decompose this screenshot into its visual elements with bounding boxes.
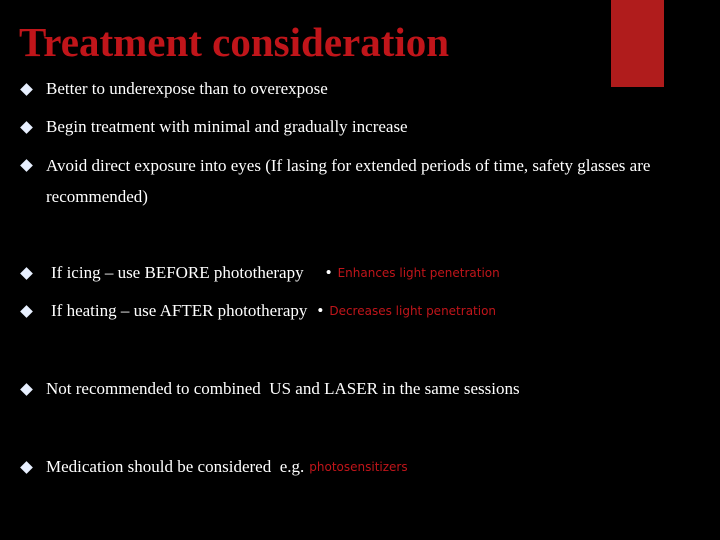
bullet-text: If icing – use BEFORE phototherapy [51, 263, 304, 282]
sub-bullet-dot: • [317, 301, 324, 320]
bullet-note: photosensitizers [309, 460, 408, 474]
diamond-bullet-icon [20, 121, 33, 134]
bullet-item [20, 259, 500, 287]
bullet-item [20, 75, 328, 103]
diamond-bullet-icon [20, 305, 33, 318]
bullet-note: Decreases light penetration [329, 304, 497, 318]
diamond-bullet-icon [20, 383, 33, 396]
diamond-bullet-icon [20, 267, 33, 280]
bullet-text: Avoid direct exposure into eyes (If lasing for extended periods of time, safety glasses are recommended) [46, 156, 651, 206]
slide-title: Treatment consideration [19, 19, 450, 65]
diamond-bullet-icon [20, 159, 33, 172]
bullet-item [20, 113, 408, 141]
bullet-item [20, 150, 706, 212]
bullet-text: Begin treatment with minimal and gradually increase [46, 117, 408, 136]
bullet-item [20, 297, 496, 325]
bullet-text: If heating – use AFTER phototherapy [51, 301, 308, 320]
diamond-bullet-icon [20, 83, 33, 96]
bullet-note: Enhances light penetration [337, 266, 500, 280]
bullet-item [20, 453, 408, 481]
sub-bullet-dot: • [325, 263, 332, 282]
bullet-text: Medication should be considered e.g. [46, 457, 305, 476]
decorative-red-block [611, 0, 664, 87]
diamond-bullet-icon [20, 461, 33, 474]
bullet-text: Not recommended to combined US and LASER in the same sessions [46, 379, 520, 398]
bullet-text: Better to underexpose than to overexpose [46, 79, 328, 98]
bullet-item [20, 375, 520, 403]
